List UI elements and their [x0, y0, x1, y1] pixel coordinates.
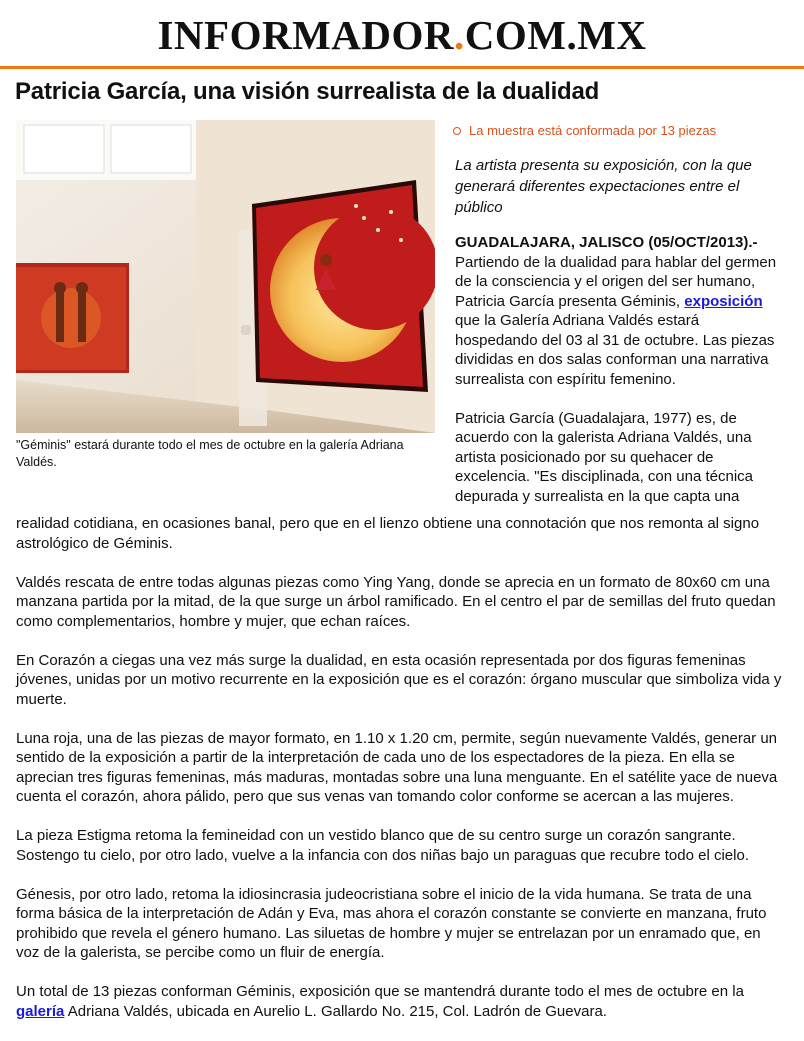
paragraph-3: Valdés rescata de entre todas algunas piezas como Ying Yang, donde se aprecia en un formato de 80x60 cm una manzana partida por la mitad, de la que surge un árbol ramificado. En el centro el par de semillas del fruto quedan como complementarios, hombre y mujer, que echan raíces. — [16, 573, 776, 630]
article-subtitle: La artista presenta su exposición, con la que generará diferentes expectaciones entre el público — [455, 157, 752, 216]
bullet-circle-icon — [453, 127, 461, 135]
header-divider — [0, 66, 804, 69]
site-logo[interactable] — [157, 12, 647, 58]
highlight-text: La muestra está conformada por 13 piezas — [469, 123, 717, 138]
paragraph-5: Luna roja, una de las piezas de mayor formato, en 1.10 x 1.20 cm, permite, según nuevamente Valdés, generar un sentido de la exposición a partir de la interpretación de cada uno de los espectadores de la pieza. En ella se aprecian tres figuras femeninas, más maduras, montadas sobre una luna menguante. En el satélite yace de nueva cuenta el corazón, ahora pálido, pero que sus venas van tomando color conforme se acercan a las mujeres. — [16, 729, 778, 805]
paragraph-7: Génesis, por otro lado, retoma la idiosincrasia judeocristiana sobre el inicio de la vida humana. Se trata de una forma básica de la interpretación de Adán y Eva, mas ahora el corazón constante se convierte en manzana, fruto prohibido que revela el género humano. Las siluetas de hombre y mujer se entrelazan por un enramado que, en voz de la galerista, se percibe como un fluir de energía. — [16, 885, 767, 961]
exposicion-link[interactable]: exposición — [684, 292, 763, 310]
paragraph-8 — [16, 982, 786, 1021]
galeria-link[interactable]: galería — [16, 1002, 65, 1020]
paragraph-1 — [455, 233, 785, 389]
paragraph-4: En Corazón a ciegas una vez más surge la dualidad, en esta ocasión representada por dos figuras femeninas jóvenes, unidas por un motivo recurrente en la exposición que es el corazón: órgano muscular que simboliza vida y muerte. — [16, 651, 782, 708]
article-body — [16, 514, 786, 1041]
gallery-photo-illustration — [16, 120, 435, 433]
paragraph-1-text-b: que la Galería Adriana Valdés estará hospedando del 03 al 31 de octubre. Las piezas divididas en dos salas conforman una narrativa surrealista con espíritu femenino. — [455, 312, 775, 388]
highlight-item — [453, 123, 716, 138]
logo-text-2: COM.MX — [464, 12, 647, 58]
paragraph-8-text-a: Un total de 13 piezas conforman Géminis, exposición que se mantendrá durante todo el mes de octubre en la — [16, 983, 744, 1000]
article-photo — [16, 120, 435, 433]
photo-caption: "Géminis" estará durante todo el mes de octubre en la galería Adriana Valdés. — [16, 438, 404, 469]
paragraph-2-start: Patricia García (Guadalajara, 1977) es, de acuerdo con la galerista Adriana Valdés, una artista posicionado por su quehacer de excelencia. "Es disciplinada, con una técnica depurada y surrealista en la que capta una — [455, 409, 754, 505]
article-title: Patricia García, una visión surrealista de la dualidad — [15, 78, 600, 105]
paragraph-6: La pieza Estigma retoma la femineidad con un vestido blanco que de su centro surge un corazón sangrante. Sostengo tu cielo, por otro lado, vuelve a la infancia con dos niñas bajo un paraguas que recubre todo el cielo. — [16, 827, 749, 864]
masthead — [0, 0, 804, 60]
paragraph-8-text-b: Adriana Valdés, ubicada en Aurelio L. Gallardo No. 215, Col. Ladrón de Guevara. — [67, 1002, 607, 1020]
dateline: GUADALAJARA, JALISCO (05/OCT/2013).- — [455, 234, 758, 251]
article-side-column — [455, 233, 785, 526]
paragraph-2-end: realidad cotidiana, en ocasiones banal, pero que en el lienzo obtiene una connotación que nos remonta al signo astrológico de Géminis. — [16, 515, 760, 552]
logo-text-1: INFORMADOR — [157, 12, 454, 58]
paragraph-1-text-a: Partiendo de la dualidad para hablar del germen de la consciencia y el origen del ser humano, Patricia García presenta Géminis, — [455, 253, 777, 310]
logo-dot: . — [454, 12, 465, 58]
